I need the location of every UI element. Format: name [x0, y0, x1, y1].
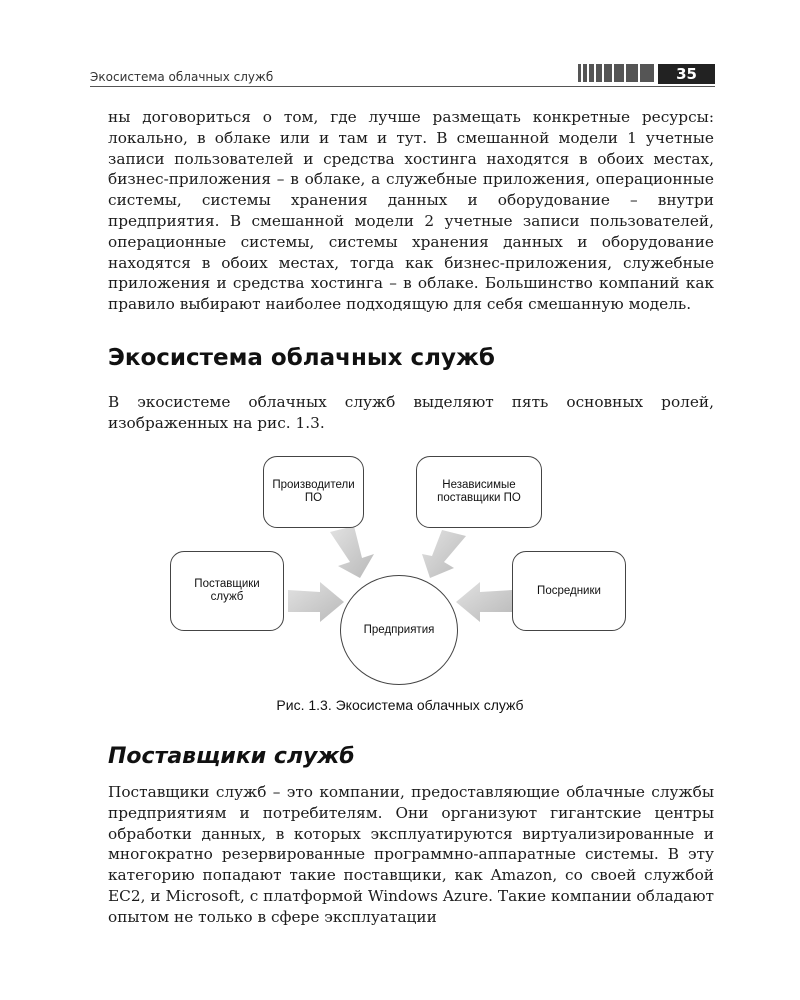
header-rule [90, 86, 715, 87]
section-heading-ecosystem: Экосистема облачных служб [108, 345, 495, 371]
arrow-isv [422, 530, 466, 578]
node-enterprises: Предприятия [340, 575, 458, 685]
node-software-makers: Производители ПО [263, 456, 364, 528]
running-header [90, 64, 715, 86]
paragraph-hybrid-models: ны договориться о том, где лучше размещать конкретные ресурсы: локально, в облаке или и там и тут. В смешанной модели 1 учетные записи пользователей и средства хостинга находятся в обоих местах, бизнес-приложения – в облаке, а служебные приложения, операционные системы, системы хранения данных и оборудование – внутри предприятия. В смешанной модели 2 учетные записи пользователей, операционные системы, системы хранения данных и оборудование находятся в обоих местах, тогда как бизнес-приложения, служебные приложения и средства хостинга – в облаке. Большинство компаний как правило выбирают наиболее подходящую для себя смешанную модель. [108, 108, 714, 314]
arrow-software-makers [330, 526, 374, 578]
paragraph-service-providers: Поставщики служб – это компании, предоставляющие облачные службы предприятиям и потребителям. Они организуют гигантские центры обработки данных, в которых эксплуатируются виртуализированные и многократно резервированные программно-аппаратные системы. В эту категорию попадают такие поставщики, как Amazon, со своей службой EC2, и Microsoft, с платформой Windows Azure. Такие компании обладают опытом не только в сфере эксплуатации [108, 783, 714, 926]
node-intermediaries: Посредники [512, 551, 626, 631]
paragraph-ecosystem-intro: В экосистеме облачных служб выделяют пять основных ролей, изображенных на рис. 1.3. [108, 393, 714, 432]
running-title: Экосистема облачных служб [90, 70, 274, 84]
node-service-providers: Поставщики служб [170, 551, 284, 631]
page-number: 35 [658, 64, 715, 84]
arrow-service-providers [288, 582, 344, 622]
node-isv: Независимые поставщики ПО [416, 456, 542, 528]
arrow-intermediaries [456, 582, 512, 622]
section-heading-providers: Поставщики служб [108, 744, 355, 769]
header-decoration-stripes [578, 64, 654, 82]
figure-caption: Рис. 1.3. Экосистема облачных служб [276, 697, 524, 713]
ecosystem-diagram [160, 450, 640, 690]
